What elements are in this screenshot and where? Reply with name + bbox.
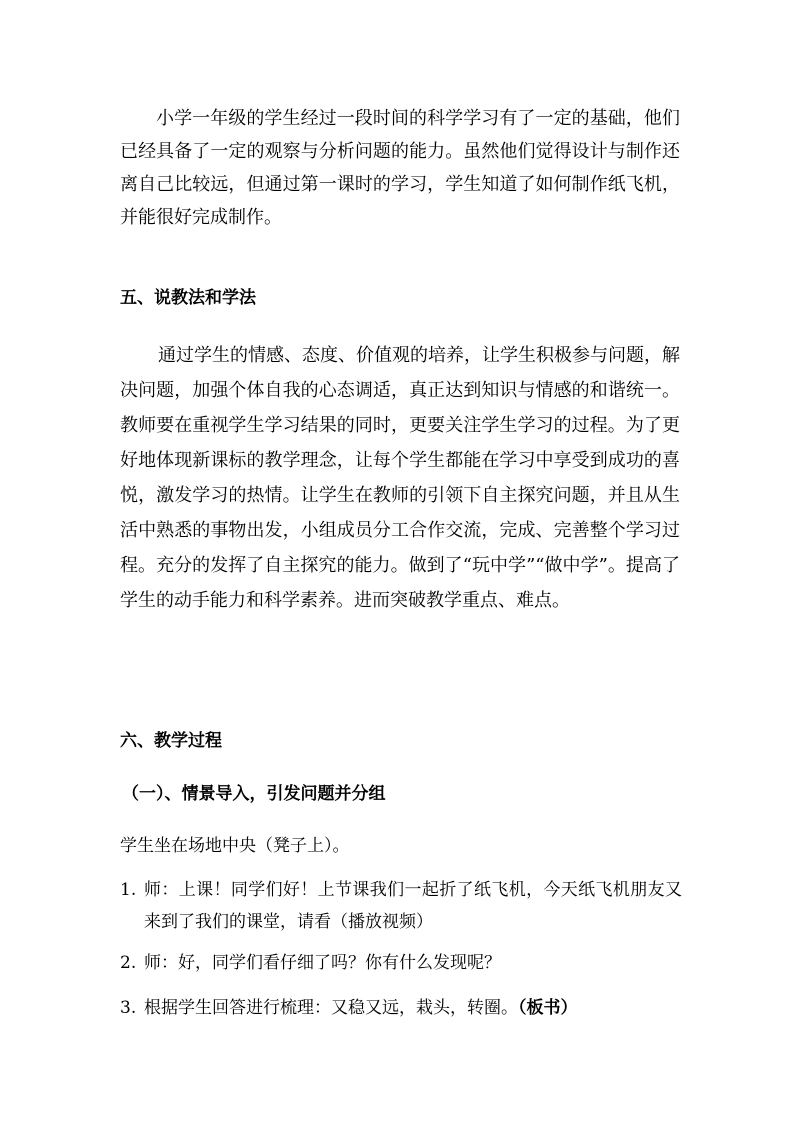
list-item-number: 2. bbox=[120, 953, 137, 973]
list-item bbox=[120, 874, 682, 938]
list-item-text: 根据学生回答进行梳理：又稳又远，栽头，转圈。 bbox=[144, 998, 518, 1018]
list-item bbox=[120, 992, 682, 1024]
list-item bbox=[120, 947, 682, 979]
list-item-text: 师：上课！同学们好！上节课我们一起折了纸飞机，今天纸飞机朋友又来到了我们的课堂，请看（播放视频） bbox=[144, 880, 682, 932]
section-heading-teaching-process: 六、教学过程 bbox=[120, 731, 222, 751]
intro-line: 学生坐在场地中央（凳子上）。 bbox=[120, 836, 350, 856]
paragraph-teaching-methods: 通过学生的情感、态度、价值观的培养，让学生积极参与问题，解决问题，加强个体自我的心态调适，真正达到知识与情感的和谐统一。教师要在重视学生学习结果的同时，更要关注学生学习的过程。为了更好地体现新课标的教学理念，让每个学生都能在学习中享受到成功的喜悦，激发学习的热情。让学生在教师的引领下自主探究问题，并且从生活中熟悉的事物出发，小组成员分工合作交流，完成、完善整个学习过程。充分的发挥了自主探究的能力。做到了“玩中学”“做中学”。提高了学生的动手能力和科学素养。进而突破教学重点、难点。 bbox=[120, 345, 680, 611]
list-item-text: 师：好，同学们看仔细了吗？你有什么发现呢？ bbox=[144, 953, 501, 973]
paragraph-student-analysis: 小学一年级的学生经过一段时间的科学学习有了一定的基础，他们已经具备了一定的观察与分析问题的能力。虽然他们觉得设计与制作还离自己比较远，但通过第一课时的学习，学生知道了如何制作纸飞机，并能很好完成制作。 bbox=[120, 108, 680, 228]
section-heading-teaching-methods: 五、说教法和学法 bbox=[120, 288, 256, 308]
board-writing-note: （板书） bbox=[518, 998, 578, 1018]
list-item-number: 1. bbox=[120, 880, 137, 900]
list-item-number: 3. bbox=[120, 998, 137, 1018]
list-item-text-wrap bbox=[120, 992, 682, 1024]
subsection-heading-introduction: （一）、情景导入，引发问题并分组 bbox=[122, 784, 386, 804]
